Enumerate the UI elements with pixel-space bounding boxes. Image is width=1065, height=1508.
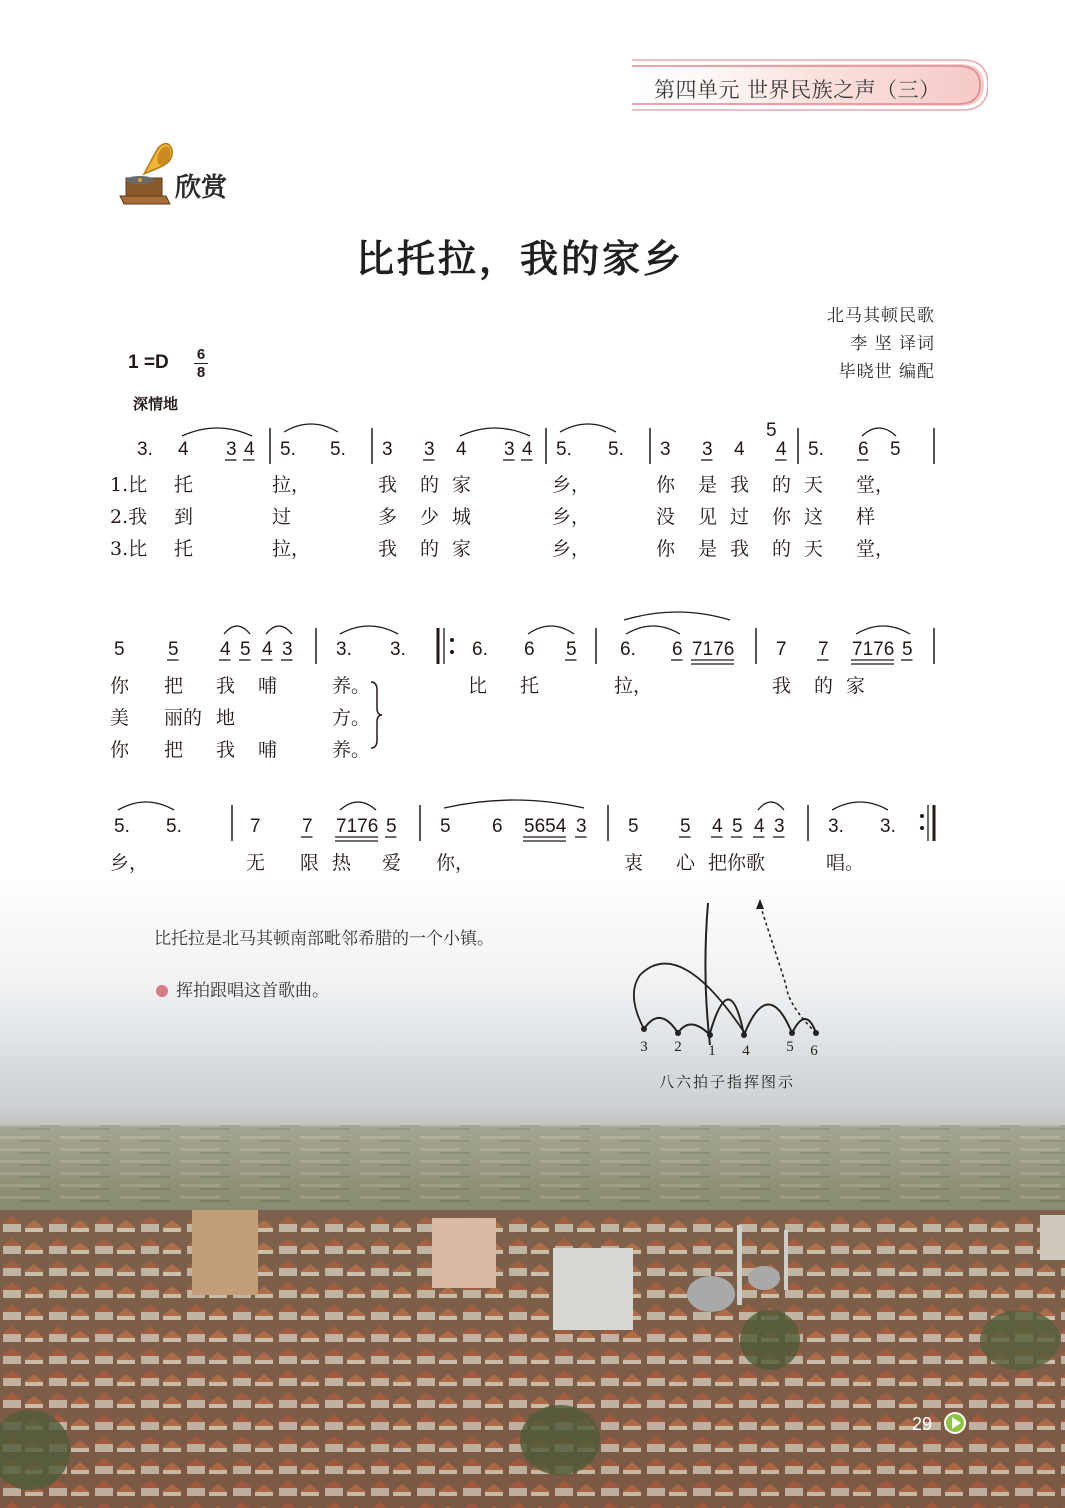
lyric-syllable: 哺 (258, 739, 278, 761)
note: 3 (576, 816, 587, 837)
credit-translator: 李 坚 译词 (850, 334, 935, 354)
note: 3 (702, 439, 713, 460)
beat-label: 1 (708, 1043, 716, 1059)
note: 5. (330, 439, 346, 460)
lyric-syllable: 天 (804, 474, 824, 496)
note: 5 (566, 639, 577, 660)
note: 4 (178, 439, 189, 460)
beat-label: 6 (810, 1043, 818, 1059)
lyric-syllable: 你 (110, 675, 130, 697)
note: 5 (628, 816, 639, 837)
note: 3. (137, 439, 153, 460)
note: 5 (114, 639, 125, 660)
lyric-syllable: 我 (216, 675, 236, 697)
note: 5. (556, 439, 572, 460)
note: 5. (280, 439, 296, 460)
lyric-syllable: 我 (730, 474, 750, 496)
note: 6 (672, 639, 683, 660)
note: 3 (282, 639, 293, 660)
note: 5 (168, 639, 179, 660)
note: 5 (240, 639, 251, 660)
note: 3 (504, 439, 515, 460)
note: 7176 (852, 639, 895, 660)
credit-arranger: 毕晓世 编配 (838, 362, 935, 382)
slur (832, 802, 888, 810)
note: 4 (456, 439, 467, 460)
lyric-syllable: 我 (378, 474, 398, 496)
note: 6. (472, 639, 488, 660)
time-numerator: 6 (196, 346, 206, 363)
tempo-marking: 深情地 (133, 395, 179, 413)
beat-label: 4 (742, 1043, 750, 1059)
lyric-syllable: 心 (676, 852, 696, 874)
conducting-caption: 八六拍子指挥图示 (659, 1073, 796, 1091)
lyric-syllable: 你 (110, 739, 130, 761)
note: 7 (250, 816, 261, 837)
lyric-syllable: 没 (656, 506, 676, 528)
note: 3. (880, 816, 896, 837)
lyric-syllable: 衷 (624, 852, 644, 874)
lyric-syllable: 家 (846, 675, 866, 697)
note: 3 (424, 439, 435, 460)
lyric-syllable: 爱 (382, 852, 402, 874)
note: 6 (858, 439, 869, 460)
slur (340, 626, 398, 634)
time-denominator: 8 (196, 364, 206, 381)
note: 3 (226, 439, 237, 460)
note: 5654 (524, 816, 567, 837)
beat-label: 5 (786, 1039, 794, 1055)
lyric-syllable: 城 (452, 506, 472, 528)
note: 7 (818, 639, 829, 660)
lyric-syllable: 养。 (332, 675, 371, 697)
note: 3. (336, 639, 352, 660)
lyric-syllable: 你 (656, 474, 676, 496)
note: 4 (754, 816, 765, 837)
lyric-syllable: 是 (698, 474, 718, 496)
note: 5 (440, 816, 451, 837)
note: 3 (660, 439, 671, 460)
note: 4 (522, 439, 533, 460)
lyric-syllable: 拉， (614, 675, 653, 697)
note: 3. (390, 639, 406, 660)
task-text: 挥拍跟唱这首歌曲。 (176, 981, 329, 1001)
lyric-syllable: 3.比 (110, 538, 148, 560)
lyric-syllable: 少 (420, 506, 440, 528)
note: 4 (244, 439, 255, 460)
lyric-syllable: 乡， (552, 474, 591, 496)
note: 6. (620, 639, 636, 660)
note: 5 (680, 816, 691, 837)
note: 5. (808, 439, 824, 460)
lyric-syllable: 唱。 (826, 852, 865, 874)
beat-points (641, 1026, 819, 1038)
note: 4 (220, 639, 231, 660)
note: 4 (734, 439, 745, 460)
slur (444, 800, 584, 808)
lyric-syllable: 天 (804, 538, 824, 560)
lyric-syllable: 我 (772, 675, 792, 697)
lyric-syllable: 把 (164, 739, 184, 761)
lyric-syllable: 托 (174, 474, 194, 496)
lyric-syllable: 堂， (856, 538, 895, 560)
note: 7176 (692, 639, 735, 660)
slur (626, 626, 680, 634)
lyric-syllable: 见 (698, 506, 718, 528)
lyric-syllable: 托 (520, 675, 540, 697)
note: 5. (608, 439, 624, 460)
note: 4 (262, 639, 273, 660)
lyric-syllable: 的 (772, 474, 792, 496)
lyric-syllable: 堂， (856, 474, 895, 496)
lyric-syllable: 你 (772, 506, 792, 528)
lyric-syllable: 哺 (258, 675, 278, 697)
slur (182, 428, 252, 436)
lyric-syllable: 把 (164, 675, 184, 697)
lyric-syllable: 养。 (332, 739, 371, 761)
lyric-syllable: 我 (378, 538, 398, 560)
note: 3 (382, 439, 393, 460)
lyric-syllable: 这 (804, 506, 824, 528)
slur (758, 802, 784, 810)
lyric-syllable: 比 (468, 675, 488, 697)
info-note: 比托拉是北马其顿南部毗邻希腊的一个小镇。 (154, 929, 494, 949)
note: 3. (828, 816, 844, 837)
slur (528, 626, 574, 634)
lyric-syllable: 多 (378, 506, 398, 528)
note: 7176 (336, 816, 379, 837)
lyric-syllable: 1.比 (110, 474, 148, 496)
beat-label: 3 (640, 1039, 648, 1055)
slur (266, 626, 292, 634)
lyric-syllable: 美 (110, 707, 130, 729)
note: 7 (302, 816, 313, 837)
lyric-syllable: 你， (436, 852, 475, 874)
slur (118, 802, 174, 810)
note: 5 (386, 816, 397, 837)
lyric-syllable: 乡， (552, 538, 591, 560)
lyric-syllable: 我 (216, 739, 236, 761)
note: 6 (492, 816, 503, 837)
lyric-syllable: 把你歌 (708, 852, 766, 874)
lyric-syllable: 家 (452, 538, 472, 560)
lyric-syllable: 样 (856, 506, 876, 528)
bullet-dot (156, 985, 168, 997)
lyric-syllable: 的 (772, 538, 792, 560)
lyric-syllable: 丽的 (164, 707, 203, 729)
lyric-syllable: 的 (420, 474, 440, 496)
note: 3 (774, 816, 785, 837)
lyric-syllable: 热 (332, 852, 352, 874)
slur (560, 424, 616, 432)
note: 6 (524, 639, 535, 660)
note: 4 (712, 816, 723, 837)
lyric-syllable: 过 (730, 506, 750, 528)
lyric-syllable: 乡， (110, 852, 149, 874)
note: 5. (166, 816, 182, 837)
lyric-syllable: 的 (814, 675, 834, 697)
lyric-syllable: 的 (420, 538, 440, 560)
conducting-diagram (620, 895, 840, 1065)
verse-brace (369, 680, 383, 750)
slur (340, 802, 376, 810)
task-item (156, 976, 329, 1001)
lyric-syllable: 过 (272, 506, 292, 528)
city-photo (0, 880, 1065, 1508)
lyric-syllable: 地 (216, 707, 236, 729)
repeat-dot (450, 650, 454, 654)
note: 7 (776, 639, 787, 660)
repeat-dot (450, 638, 454, 642)
slur (460, 428, 530, 436)
lyric-syllable: 到 (174, 506, 194, 528)
play-icon[interactable] (943, 1411, 967, 1435)
note: 5 (890, 439, 901, 460)
note: 5 (766, 420, 777, 441)
credit-origin: 北马其顿民歌 (827, 306, 935, 326)
note: 5 (902, 639, 913, 660)
page-number: 29 (912, 1414, 933, 1434)
lyric-syllable: 家 (452, 474, 472, 496)
lyric-syllable: 托 (174, 538, 194, 560)
slur (624, 612, 730, 620)
key-signature: 1 =D (128, 352, 169, 373)
note: 5 (732, 816, 743, 837)
lyric-syllable: 方。 (332, 707, 371, 729)
repeat-dot (920, 826, 924, 830)
lyric-syllable: 你 (656, 538, 676, 560)
slur (284, 424, 338, 432)
lyric-syllable: 无 (246, 852, 266, 874)
slur (856, 626, 910, 634)
lyric-syllable: 我 (730, 538, 750, 560)
slur (224, 626, 250, 634)
note: 4 (776, 439, 787, 460)
lyric-syllable: 拉， (272, 474, 311, 496)
note: 5. (114, 816, 130, 837)
lyric-syllable: 是 (698, 538, 718, 560)
beat-label: 2 (674, 1039, 682, 1055)
lyric-syllable: 拉， (272, 538, 311, 560)
slur (862, 428, 896, 436)
unit-title: 第四单元 世界民族之声（三） (654, 78, 941, 102)
lyric-syllable: 2.我 (110, 506, 148, 528)
repeat-dot (920, 814, 924, 818)
lyric-syllable: 限 (300, 852, 320, 874)
song-title: 比托拉，我的家乡 (355, 237, 684, 281)
lyric-syllable: 乡， (552, 506, 591, 528)
section-label: 欣赏 (175, 173, 228, 203)
